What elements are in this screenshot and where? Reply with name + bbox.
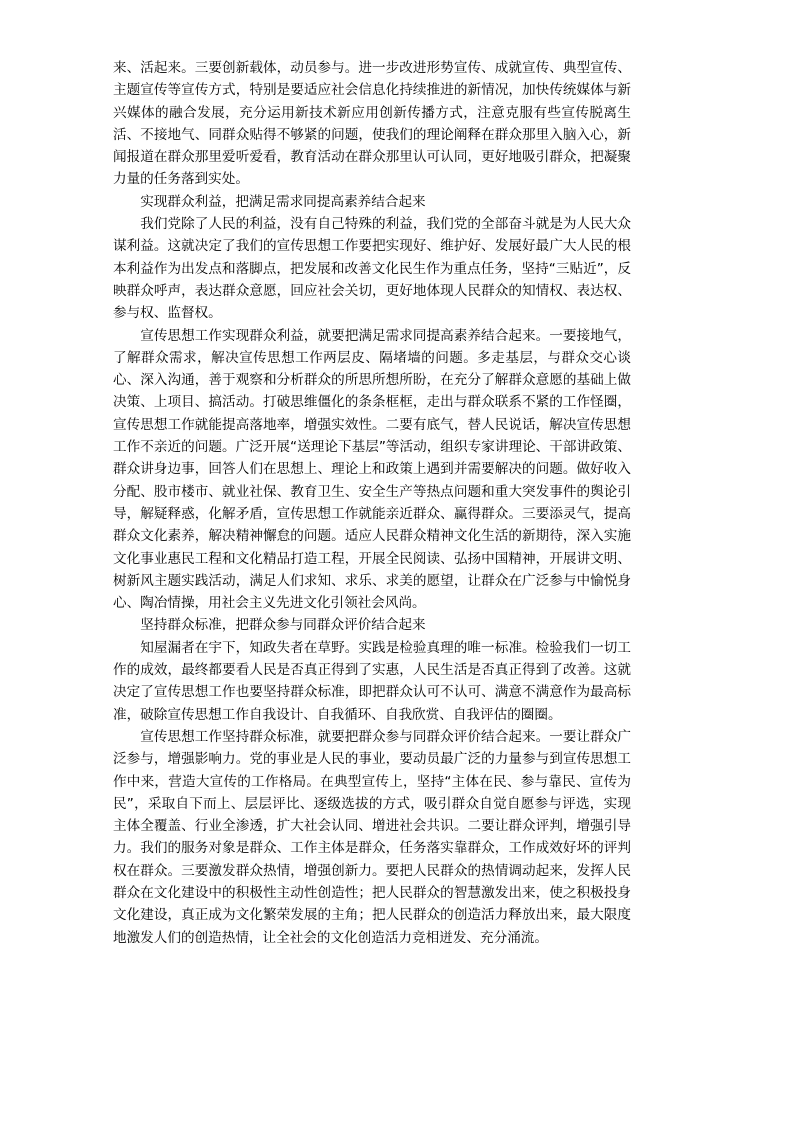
paragraph-2: 我们党除了人民的利益，没有自己特殊的利益，我们党的全部奋斗就是为人民大众谋利益。这就决定了我们的宣传思想工作要把实现好、维护好、发展好最广大人民的根本利益作为出发点和落脚点，把发展和改善文化民生作为重点任务，坚持“三贴近”，反映群众呼声，表达群众意愿，回应社会关切，更好地体现人民群众的知情权、表达权、参与权、监督权。 (113, 216, 631, 322)
paragraph-5: 宣传思想工作坚持群众标准，就要把群众参与同群众评价结合起来。一要让群众广泛参与，增强影响力。党的事业是人民的事业，要动员最广泛的力量参与到宣传思想工作中来，营造大宣传的工作格局。在典型宣传上，坚持“主体在民、参与靠民、宣传为民”，采取自下而上、层层评比、逐级选拔的方式，吸引群众自觉自愿参与评选，实现主体全覆盖、行业全渗透，扩大社会认同、增进社会共识。二要让群众评判，增强引导力。我们的服务对象是群众、工作主体是群众，任务落实靠群众，工作成效好坏的评判权在群众。三要激发群众热情，增强创新力。要把人民群众的热情调动起来，发挥人民群众在文化建设中的积极性主动性创造性；把人民群众的智慧激发出来，使之积极投身文化建设，真正成为文化繁荣发展的主角；把人民群众的创造活力释放出来，最大限度地激发人们的创造热情，让全社会的文化创造活力竞相迸发、充分涌流。 (113, 728, 631, 946)
document-page (113, 57, 631, 949)
paragraph-4: 知屋漏者在宇下，知政失者在草野。实践是检验真理的唯一标准。检验我们一切工作的成效，最终都要看人民是否真正得到了实惠，人民生活是否真正得到了改善。这就决定了宣传思想工作也要坚持群众标准，即把群众认可不认可、满意不满意作为最高标准，破除宣传思想工作自我设计、自我循环、自我欣赏、自我评估的圈圈。 (113, 639, 631, 723)
paragraph-3: 宣传思想工作实现群众利益，就要把满足需求同提高素养结合起来。一要接地气，了解群众需求，解决宣传思想工作两层皮、隔堵墙的问题。多走基层，与群众交心谈心、深入沟通，善于观察和分析群众的所思所想所盼，在充分了解群众意愿的基础上做决策、上项目、搞活动。打破思维僵化的条条框框，走出与群众联系不紧的工作怪圈，宣传思想工作就能提高落地率，增强实效性。二要有底气，替人民说话，解决宣传思想工作不亲近的问题。广泛开展“送理论下基层”等活动，组织专家讲理论、干部讲政策、群众讲身边事，回答人们在思想上、理论上和政策上遇到并需要解决的问题。做好收入分配、股市楼市、就业社保、教育卫生、安全生产等热点问题和重大突发事件的舆论引导，解疑释惑，化解矛盾，宣传思想工作就能亲近群众、赢得群众。三要添灵气，提高群众文化素养，解决精神懈怠的问题。适应人民群众精神文化生活的新期待，深入实施文化事业惠民工程和文化精品打造工程，开展全民阅读、弘扬中国精神，开展讲文明、树新风主题实践活动，满足人们求知、求乐、求美的愿望，让群众在广泛参与中愉悦身心、陶冶情操，用社会主义先进文化引领社会风尚。 (113, 327, 631, 612)
section-heading-standards: 坚持群众标准，把群众参与同群众评价结合起来 (140, 617, 426, 634)
paragraph-1: 来、活起来。三要创新载体，动员参与。进一步改进形势宣传、成就宣传、典型宣传、主题宣传等宣传方式，特别是要适应社会信息化持续推进的新情况，加快传统媒体与新兴媒体的融合发展，充分运用新技术新应用创新传播方式，注意克服有些宣传脱离生活、不接地气、同群众贴得不够紧的问题，使我们的理论阐释在群众那里入脑入心，新闻报道在群众那里爱听爱看，教育活动在群众那里认可认同，更好地吸引群众，把凝聚力量的任务落到实处。 (113, 60, 631, 188)
section-heading-interests: 实现群众利益，把满足需求同提高素养结合起来 (140, 193, 426, 210)
